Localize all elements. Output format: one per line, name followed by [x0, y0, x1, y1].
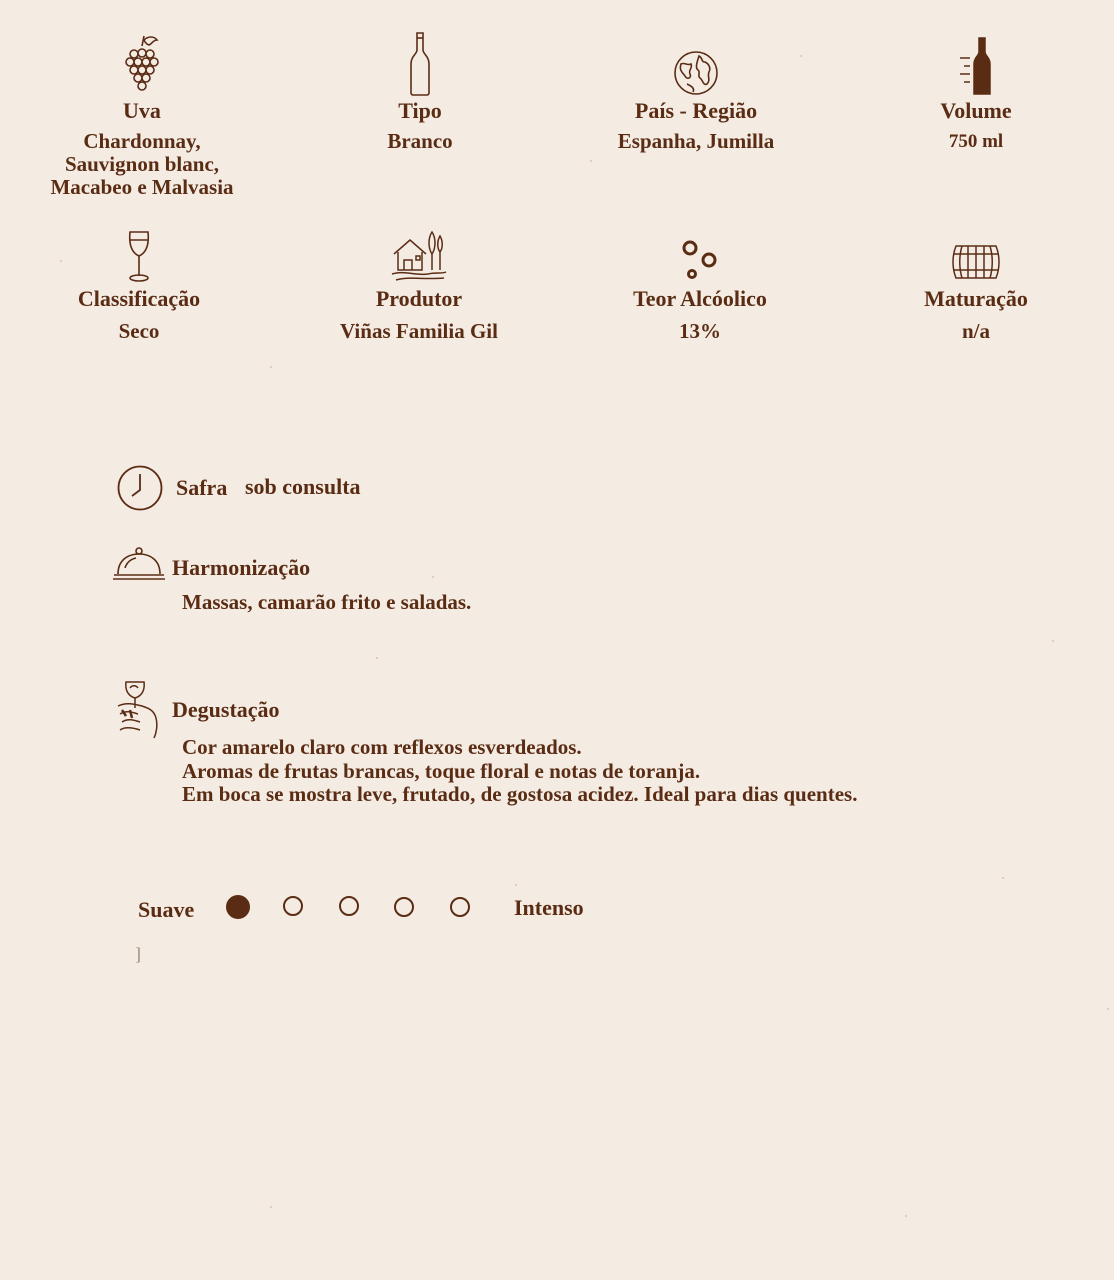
spec-label: País - Região	[634, 98, 758, 123]
safra-value: sob consulta	[245, 474, 361, 499]
spec-pais-regiao	[576, 32, 816, 153]
spec-label: Volume	[940, 98, 1012, 123]
spec-volume	[856, 32, 1096, 153]
intensity-dot-3	[339, 896, 359, 916]
stray-bracket: ]	[135, 944, 141, 964]
spec-value: n/a	[961, 319, 990, 343]
degustacao-line: Cor amarelo claro com reflexos esverdeados.	[182, 735, 582, 759]
intensity-right-label: Intenso	[514, 895, 584, 920]
intensity-dot-1	[226, 895, 250, 919]
clock-icon	[117, 465, 163, 511]
spec-label: Produtor	[375, 286, 463, 311]
intensity-left-label: Suave	[138, 897, 195, 922]
intensity-dot-5	[450, 897, 470, 917]
spec-value: 750 ml	[948, 131, 1004, 152]
bottle-volume-icon	[856, 32, 1096, 96]
globe-icon	[576, 32, 816, 96]
tasting-icon	[116, 680, 160, 740]
degustacao-label: Degustação	[172, 697, 280, 722]
spec-value: Chardonnay, Sauvignon blanc, Macabeo e Malvasia	[50, 129, 234, 199]
harmonizacao-label: Harmonização	[172, 555, 311, 580]
spec-value: Seco	[118, 319, 160, 343]
spec-tipo	[300, 32, 540, 153]
cloche-icon	[112, 546, 166, 582]
wine-glass-icon	[19, 230, 259, 282]
bottle-outline-icon	[300, 32, 540, 96]
spec-value: Branco	[387, 129, 453, 153]
winery-icon	[299, 230, 539, 282]
barrel-icon	[856, 230, 1096, 282]
spec-maturacao	[856, 230, 1096, 343]
degustacao-line: Em boca se mostra leve, frutado, de gostosa acidez. Ideal para dias quentes.	[182, 782, 858, 806]
intensity-dot-2	[283, 896, 303, 916]
spec-teor-alcoolico	[580, 230, 820, 343]
spec-label: Uva	[123, 98, 161, 123]
degustacao-line: Aromas de frutas brancas, toque floral e notas de toranja.	[182, 759, 701, 783]
spec-grid	[0, 0, 1114, 380]
spec-value: Espanha, Jumilla	[617, 129, 775, 153]
spec-produtor	[299, 230, 539, 343]
grape-icon	[22, 32, 262, 96]
bubbles-icon	[580, 230, 820, 282]
spec-value: 13%	[679, 319, 721, 343]
harmonizacao-text: Massas, camarão frito e saladas.	[182, 590, 472, 614]
spec-label: Maturação	[924, 286, 1028, 311]
spec-label: Teor Alcóolico	[633, 286, 767, 311]
intensity-dot-4	[394, 897, 414, 917]
spec-value: Viñas Familia Gil	[340, 319, 498, 343]
spec-uva	[22, 32, 262, 199]
spec-classificacao	[19, 230, 259, 343]
safra-label: Safra	[176, 475, 228, 500]
spec-label: Classificação	[77, 286, 201, 311]
spec-label: Tipo	[398, 98, 442, 123]
